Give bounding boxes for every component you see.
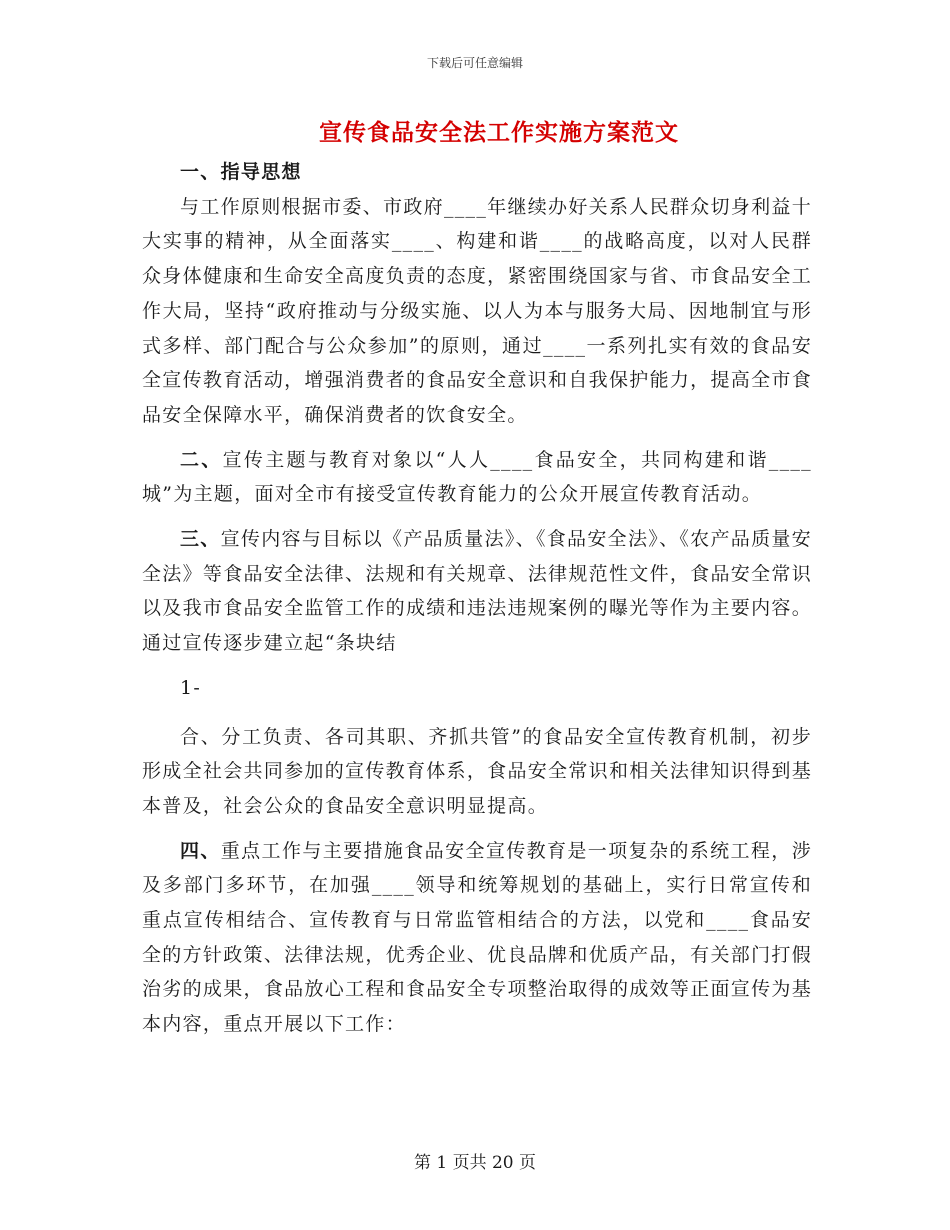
section-3-paragraph: [142, 522, 812, 661]
section-4-heading: 四、: [180, 839, 221, 862]
page-footer: 第 1 页共 20 页: [413, 1153, 537, 1173]
page-break-mark: 1-: [180, 676, 202, 699]
document-title: 宣传食品安全法工作实施方案范文: [319, 119, 679, 146]
page-header: 下载后可任意编辑: [426, 56, 523, 70]
section-4-paragraph: [142, 834, 812, 1042]
section-3-heading: 三、: [180, 528, 221, 551]
section-1-paragraph: 与工作原则根据市委、市政府____年继续办好关系人民群众切身利益十大实事的精神，从全面落实____、构建和谐____的战略高度，以对人民群众身体健康和生命安全高度负责的态度，紧密围绕国家与省、市食品安全工作大局，坚持“政府推动与分级实施、以人为本与服务大局、因地制宜与形式多样、部门配合与公众参加”的原则，通过____一系列扎实有效的食品安全宣传教育活动，增强消费者的食品安全意识和自我保护能力，提高全市食品安全保障水平，确保消费者的饮食安全。: [142, 195, 812, 426]
section-2-body: 宣传主题与教育对象以“人人____食品安全，共同构建和谐____城”为主题，面对全市有接受宣传教育能力的公众开展宣传教育活动。: [142, 448, 812, 506]
section-3-continuation: 合、分工负责、各司其职、齐抓共管”的食品安全宣传教育机制，初步形成全社会共同参加的宣传教育体系，食品安全常识和相关法律知识得到基本普及，社会公众的食品安全意识明显提高。: [142, 725, 812, 817]
document-body: [142, 155, 812, 1052]
section-1-heading-text: 一、指导思想: [180, 161, 302, 183]
section-2-paragraph: [142, 443, 812, 512]
section-3-body: 宣传内容与目标以《产品质量法》、《食品安全法》、《农产品质量安全法》等食品安全法律、法规和有关规章、法律规范性文件，食品安全常识以及我市食品安全监管工作的成绩和违法违规案例的曝光等作为主要内容。通过宣传逐步建立起“条块结: [142, 528, 812, 655]
section-4-body: 重点工作与主要措施食品安全宣传教育是一项复杂的系统工程，涉及多部门多环节，在加强____领导和统筹规划的基础上，实行日常宣传和重点宣传相结合、宣传教育与日常监管相结合的方法，以党和____食品安全的方针政策、法律法规，优秀企业、优良品牌和优质产品，有关部门打假治劣的成果，食品放心工程和食品安全专项整治取得的成效等正面宣传为基本内容，重点开展以下工作：: [142, 839, 812, 1036]
section-2-heading: 二、: [180, 448, 223, 471]
section-1-heading: [142, 155, 812, 190]
